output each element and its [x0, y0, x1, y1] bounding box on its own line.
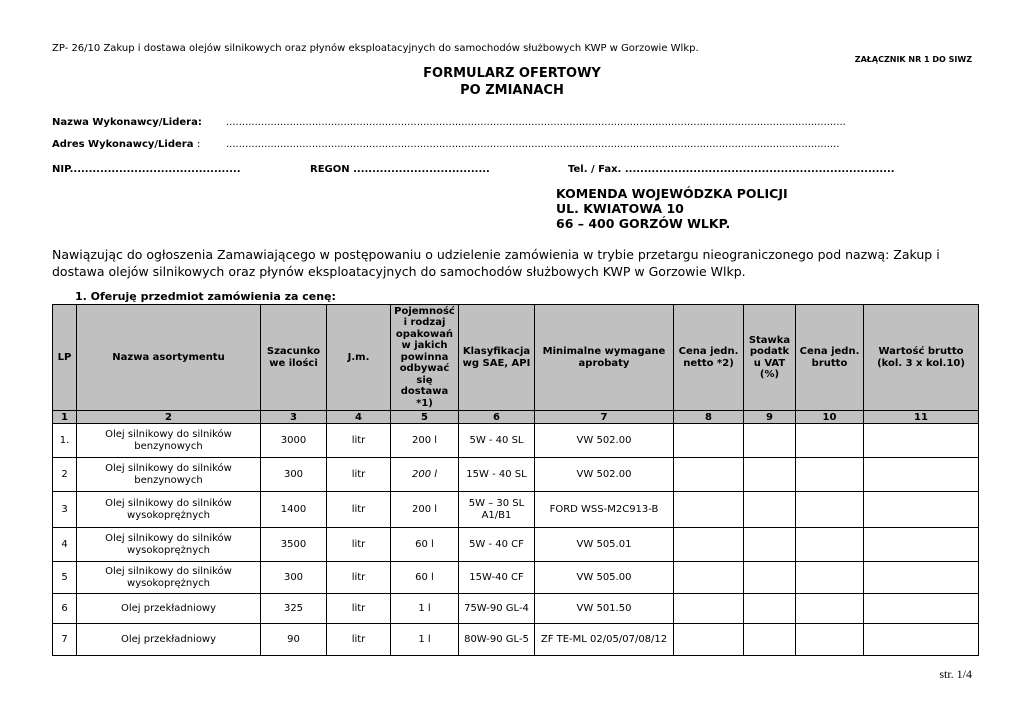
table-row: [53, 624, 979, 656]
telfax-field[interactable]: [568, 164, 895, 175]
cell-net-price[interactable]: [674, 594, 744, 624]
col-header-net-price: Cena jedn. netto *2): [674, 305, 744, 411]
cell-approvals: VW 501.50: [535, 594, 674, 624]
header-reference: ZP- 26/10 Zakup i dostawa olejów silnikowych oraz płynów eksploatacyjnych do samochodów służbowych KWP w Gorzowie Wlkp.: [52, 43, 699, 54]
col-number: 11: [864, 411, 979, 424]
col-header-packaging: Pojemność i rodzaj opakowań w jakich powinna odbywać się dostawa *1): [391, 305, 459, 411]
cell-lp: 6: [53, 594, 77, 624]
cell-classification: 15W-40 CF: [459, 562, 535, 594]
cell-approvals: VW 505.01: [535, 528, 674, 562]
recipient-line-2: UL. KWIATOWA 10: [556, 201, 684, 216]
table-row: [53, 424, 979, 458]
contractor-name-input[interactable]: [226, 117, 846, 128]
cell-unit: litr: [327, 458, 391, 492]
column-number-row: [53, 411, 979, 424]
cell-unit: litr: [327, 424, 391, 458]
contractor-address-colon: :: [196, 139, 201, 150]
cell-lp: 5: [53, 562, 77, 594]
cell-net-price[interactable]: [674, 424, 744, 458]
cell-vat-rate[interactable]: [744, 458, 796, 492]
cell-name: Olej silnikowy do silników benzynowych: [77, 458, 261, 492]
cell-packaging: 60 l: [391, 562, 459, 594]
cell-packaging: 200 l: [391, 424, 459, 458]
cell-packaging: 1 l: [391, 624, 459, 656]
contractor-address-dots: .................................................................................................................................................................................................: [226, 139, 840, 150]
form-subtitle: PO ZMIANACH: [460, 83, 564, 98]
cell-packaging: 1 l: [391, 594, 459, 624]
page-number: str. 1/4: [939, 667, 972, 681]
col-number: 6: [459, 411, 535, 424]
col-header-quantity: Szacunko we ilości: [261, 305, 327, 411]
col-header-unit: J.m.: [327, 305, 391, 411]
nip-field[interactable]: [52, 164, 241, 175]
cell-quantity: 3000: [261, 424, 327, 458]
cell-classification: 80W-90 GL-5: [459, 624, 535, 656]
cell-approvals: FORD WSS-M2C913-B: [535, 492, 674, 528]
cell-packaging: 60 l: [391, 528, 459, 562]
cell-lp: 7: [53, 624, 77, 656]
cell-approvals: ZF TE-ML 02/05/07/08/12: [535, 624, 674, 656]
cell-gross-value[interactable]: [864, 458, 979, 492]
cell-lp: 2: [53, 458, 77, 492]
cell-classification: 5W - 40 SL: [459, 424, 535, 458]
recipient-line-3: 66 – 400 GORZÓW WLKP.: [556, 216, 731, 231]
cell-quantity: 1400: [261, 492, 327, 528]
cell-gross-value[interactable]: [864, 594, 979, 624]
cell-name: Olej silnikowy do silników wysokoprężnych: [77, 528, 261, 562]
offer-heading: 1. Oferuję przedmiot zamówienia za cenę:: [75, 290, 336, 303]
cell-gross-price[interactable]: [796, 492, 864, 528]
col-header-gross-value: Wartość brutto (kol. 3 x kol.10): [864, 305, 979, 411]
cell-quantity: 90: [261, 624, 327, 656]
col-number: 10: [796, 411, 864, 424]
cell-gross-price[interactable]: [796, 528, 864, 562]
offer-table: [52, 304, 979, 656]
cell-net-price[interactable]: [674, 528, 744, 562]
cell-lp: 1.: [53, 424, 77, 458]
col-number: 3: [261, 411, 327, 424]
annex-label: ZAŁĄCZNIK NR 1 DO SIWZ: [854, 55, 972, 64]
col-header-lp: LP: [53, 305, 77, 411]
contractor-name-label: Nazwa Wykonawcy/Lidera:: [52, 117, 202, 128]
cell-unit: litr: [327, 594, 391, 624]
col-header-name: Nazwa asortymentu: [77, 305, 261, 411]
contractor-address-field: [52, 139, 200, 150]
cell-net-price[interactable]: [674, 562, 744, 594]
cell-approvals: VW 502.00: [535, 458, 674, 492]
recipient-address: [556, 186, 788, 231]
cell-approvals: VW 505.00: [535, 562, 674, 594]
cell-unit: litr: [327, 492, 391, 528]
cell-unit: litr: [327, 562, 391, 594]
cell-vat-rate[interactable]: [744, 528, 796, 562]
cell-gross-value[interactable]: [864, 562, 979, 594]
cell-quantity: 325: [261, 594, 327, 624]
cell-vat-rate[interactable]: [744, 424, 796, 458]
telfax-dots: .......................................................................: [624, 164, 895, 175]
cell-gross-price[interactable]: [796, 594, 864, 624]
cell-quantity: 300: [261, 562, 327, 594]
cell-name: Olej przekładniowy: [77, 624, 261, 656]
contractor-name-field: [52, 117, 202, 128]
contractor-address-label: Adres Wykonawcy/Lidera: [52, 139, 194, 150]
regon-dots: ....................................: [353, 164, 490, 175]
table-header-row: [53, 305, 979, 411]
cell-lp: 3: [53, 492, 77, 528]
cell-gross-price[interactable]: [796, 562, 864, 594]
cell-quantity: 300: [261, 458, 327, 492]
cell-vat-rate[interactable]: [744, 492, 796, 528]
cell-net-price[interactable]: [674, 458, 744, 492]
col-number: 4: [327, 411, 391, 424]
col-header-vat-rate: Stawka podatk u VAT (%): [744, 305, 796, 411]
cell-net-price[interactable]: [674, 624, 744, 656]
cell-classification: 15W - 40 SL: [459, 458, 535, 492]
cell-unit: litr: [327, 624, 391, 656]
cell-name: Olej przekładniowy: [77, 594, 261, 624]
cell-vat-rate[interactable]: [744, 562, 796, 594]
nip-dots: .............................................: [69, 164, 241, 175]
cell-vat-rate[interactable]: [744, 594, 796, 624]
cell-packaging: 200 l: [391, 492, 459, 528]
table-row: [53, 562, 979, 594]
col-header-gross-price: Cena jedn. brutto: [796, 305, 864, 411]
table-row: [53, 458, 979, 492]
cell-gross-value[interactable]: [864, 424, 979, 458]
col-number: 8: [674, 411, 744, 424]
form-title: FORMULARZ OFERTOWY: [423, 66, 601, 81]
col-header-approvals: Minimalne wymagane aprobaty: [535, 305, 674, 411]
table-row: [53, 492, 979, 528]
cell-gross-value[interactable]: [864, 624, 979, 656]
col-header-classification: Klasyfikacja wg SAE, API: [459, 305, 535, 411]
regon-field[interactable]: [310, 164, 490, 175]
cell-name: Olej silnikowy do silników wysokoprężnych: [77, 492, 261, 528]
nip-label: NIP: [52, 164, 70, 175]
cell-net-price[interactable]: [674, 492, 744, 528]
cell-quantity: 3500: [261, 528, 327, 562]
cell-approvals: VW 502.00: [535, 424, 674, 458]
cell-unit: litr: [327, 528, 391, 562]
cell-gross-value[interactable]: [864, 528, 979, 562]
regon-label: REGON: [310, 164, 350, 175]
col-number: 7: [535, 411, 674, 424]
col-number: 9: [744, 411, 796, 424]
recipient-line-1: KOMENDA WOJEWÓDZKA POLICJI: [556, 186, 788, 201]
cell-gross-price[interactable]: [796, 624, 864, 656]
cell-classification: 75W-90 GL-4: [459, 594, 535, 624]
cell-lp: 4: [53, 528, 77, 562]
cell-name: Olej silnikowy do silników benzynowych: [77, 424, 261, 458]
cell-gross-value[interactable]: [864, 492, 979, 528]
contractor-name-dots: ...................................................................................................................................................................................................: [226, 117, 846, 128]
cell-gross-price[interactable]: [796, 458, 864, 492]
cell-classification: 5W - 40 CF: [459, 528, 535, 562]
table-row: [53, 594, 979, 624]
cell-gross-price[interactable]: [796, 424, 864, 458]
telfax-label: Tel. / Fax.: [568, 164, 622, 175]
cell-vat-rate[interactable]: [744, 624, 796, 656]
cell-name: Olej silnikowy do silników wysokoprężnych: [77, 562, 261, 594]
intro-paragraph: Nawiązując do ogłoszenia Zamawiającego w postępowaniu o udzielenie zamówienia w trybie przetargu nieograniczonego pod nazwą: Zakup i dostawa olejów silnikowych oraz płynów eksploatacyjnych do samochodów służbowych KWP w Gorzowie Wlkp.: [52, 247, 940, 279]
table-row: [53, 528, 979, 562]
col-number: 1: [53, 411, 77, 424]
col-number: 5: [391, 411, 459, 424]
contractor-address-input[interactable]: [226, 139, 840, 150]
cell-classification: 5W – 30 SL A1/B1: [459, 492, 535, 528]
col-number: 2: [77, 411, 261, 424]
cell-packaging: 200 l: [391, 458, 459, 492]
